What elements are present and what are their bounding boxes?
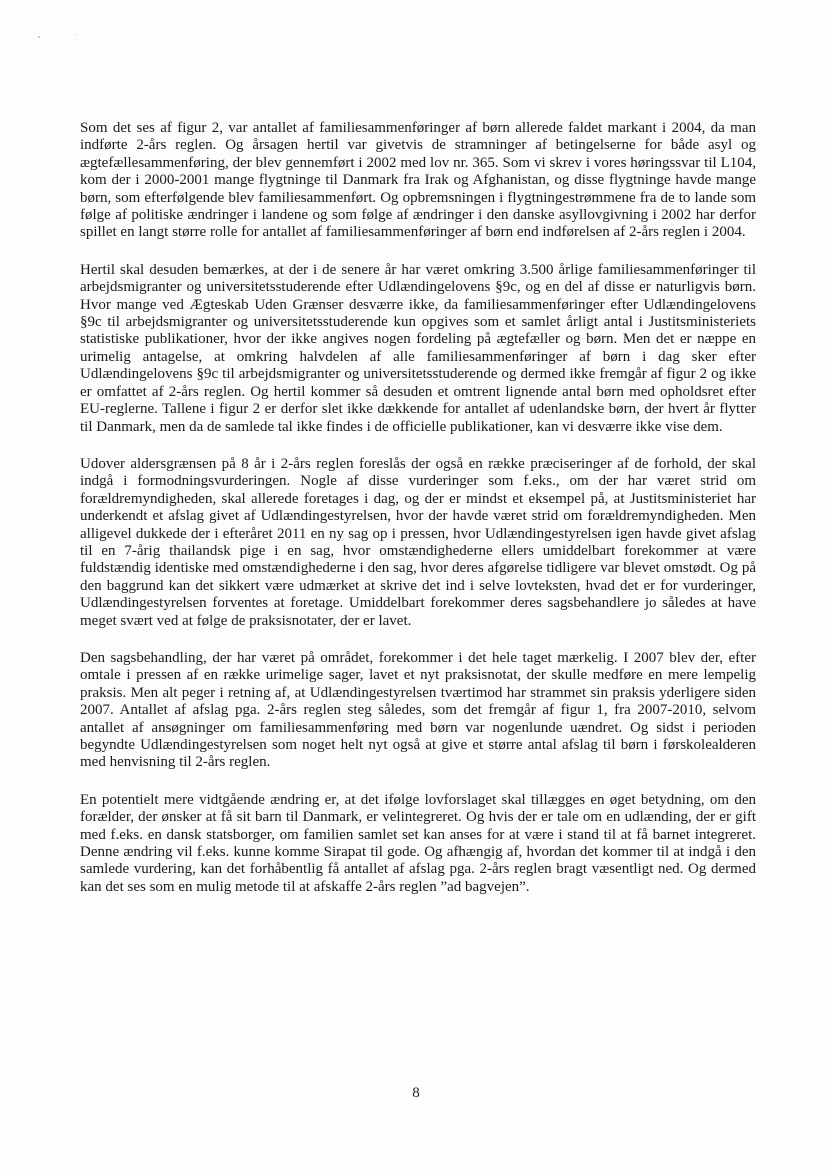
- scan-speck: [76, 34, 77, 35]
- document-body: [80, 120, 756, 896]
- paragraph: Udover aldersgrænsen på 8 år i 2-års reglen foreslås der også en række præciseringer af de forhold, der skal indgå i formodningsvurderingen. Nogle af disse vurderinger som f.eks., om der har været strid om forældremyndigheden, skal allerede foretages i dag, og der er mindst et eksempel på, at Justitsministeriet har underkendt et afslag givet af Udlændingestyrelsen, hvor der havde været strid om forældremyndigheden. Men alligevel dukkede der i efteråret 2011 en ny sag op i pressen, hvor Udlændingestyrelsen igen havde givet afslag til en 7-årig thailandsk pige i en sag, hvor omstændighederne ellers umiddelbart forekommer at være fuldstændig identiske med omstændighederne i den sag, hvor deres afgørelse tidligere var blevet omstødt. Og på den baggrund kan det sikkert være udmærket at skrive det ind i selve lovteksten, hvad det er for vurderinger, Udlændingestyrelsen forventes at foretage. Umiddelbart forekommer deres sagsbehandlere jo således at have meget svært ved at følge de praksisnotater, der er lavet.: [80, 455, 756, 629]
- paragraph: Den sagsbehandling, der har været på området, forekommer i det hele taget mærkelig. I 2007 blev der, efter omtale i pressen af en række urimelige sager, lavet et nyt praksisnotat, der skulle medføre en mere lempelig praksis. Men alt peger i retning af, at Udlændingestyrelsen tværtimod har strammet sin praksis yderligere siden 2007. Antallet af afslag pga. 2-års reglen steg således, som det fremgår af figur 1, fra 2007-2010, selvom antallet af ansøgninger om familiesammenføring med børn var nogenlunde uændret. Og sidst i perioden begyndte Udlændingestyrelsen som noget helt nyt også at give et større antal afslag til børn i førskolealderen med henvisning til 2-års reglen.: [80, 649, 756, 771]
- paragraph: Som det ses af figur 2, var antallet af familiesammenføringer af børn allerede faldet markant i 2004, da man indførte 2-års reglen. Og årsagen hertil var givetvis de stramninger af betingelserne for både asyl og ægtefællesammenføring, der blev gennemført i 2002 med lov nr. 365. Som vi skrev i vores høringssvar til L104, kom der i 2000-2001 mange flygtninge til Danmark fra Irak og Afghanistan, og disse flygtninge havde mange børn, som efterfølgende blev familiesammenført. Og opbremsningen i flygtningestrømmene fra de to lande som følge af politiske ændringer i landene og som følge af ændringer i den danske asyllovgivning i 2002 har derfor spillet en langt større rolle for antallet af familiesammenføringer af børn end indførelsen af 2-års reglen i 2004.: [80, 120, 756, 241]
- paragraph: Hertil skal desuden bemærkes, at der i de senere år har været omkring 3.500 årlige familiesammenføringer til arbejdsmigranter og universitetsstuderende efter Udlændingelovens §9c, og en del af disse er naturligvis børn. Hvor mange ved Ægteskab Uden Grænser desværre ikke, da familiesammenføringer efter Udlændingelovens §9c til arbejdsmigranter og universitetsstuderende kun opgives som et samlet årligt antal i Justitsministeriets statistiske publikationer, hvor der ikke angives nogen fordeling på ægtefæller og børn. Men det er næppe en urimelig antagelse, at omkring halvdelen af alle familiesammenføringer af børn i dag sker efter Udlændingelovens §9c til arbejdsmigranter og universitetsstuderende og dermed ikke fremgår af figur 2 og ikke er omfattet af 2-års reglen. Og hertil kommer så desuden et omtrent lignende antal børn med opholdsret efter EU-reglerne. Tallene i figur 2 er derfor slet ikke dækkende for antallet af udenlandske børn, der hvert år flytter til Danmark, men da de samlede tal ikke findes i de officielle publikationer, kan vi desværre ikke vise dem.: [80, 261, 756, 435]
- scan-speck: [38, 36, 40, 38]
- page-number: 8: [412, 1085, 420, 1101]
- paragraph: En potentielt mere vidtgående ændring er, at det ifølge lovforslaget skal tillægges en øget betydning, om den forælder, der ønsker at få sit barn til Danmark, er velintegreret. Og hvis der er tale om en udlænding, der er gift med f.eks. en dansk statsborger, om familien samlet set kan anses for at være i stand til at få barnet integreret. Denne ændring vil f.eks. kunne komme Sirapat til gode. Og afhængig af, hvordan det kommer til at indgå i den samlede vurdering, kan det forhåbentlig få antallet af afslag pga. 2-års reglen bragt væsentligt ned. Og dermed kan det ses som en mulig metode til at afskaffe 2-års reglen ”ad bagvejen”.: [80, 791, 756, 895]
